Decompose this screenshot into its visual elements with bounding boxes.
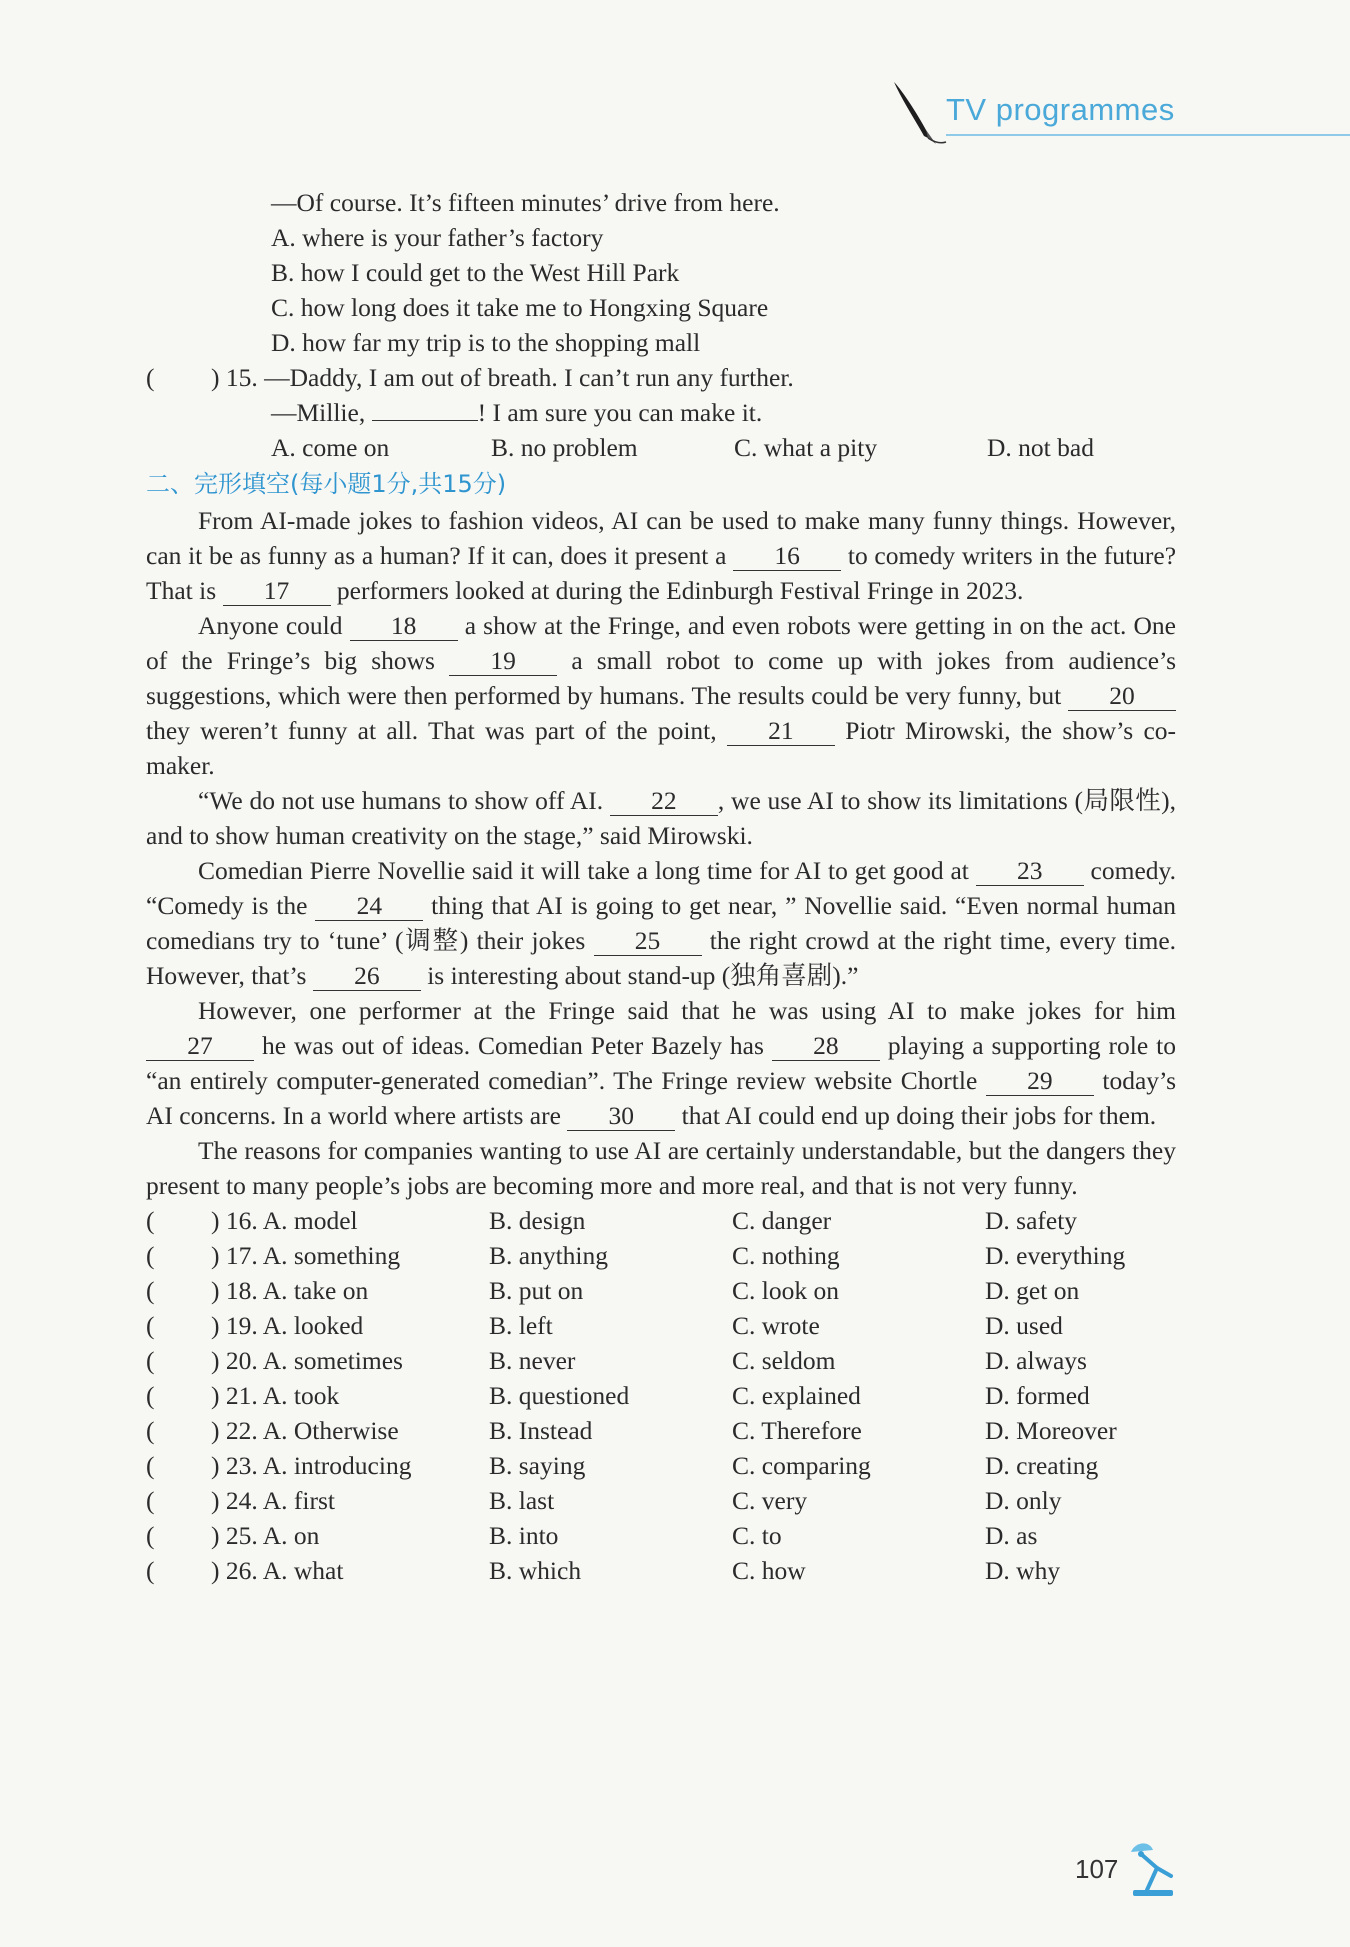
header-rule: [946, 134, 1350, 136]
blank-29[interactable]: 29: [986, 1067, 1094, 1096]
page-content: [146, 185, 1176, 1588]
p5-text-d: today’s AI concerns. In a world where artists are: [146, 1066, 1177, 1130]
p5-text-e: that AI could end up doing their jobs for them.: [681, 1101, 1157, 1130]
blank-24[interactable]: 24: [315, 892, 423, 921]
blank-17[interactable]: 17: [223, 577, 331, 606]
option-d[interactable]: D. only: [985, 1486, 1062, 1515]
page-number: 107: [1075, 1854, 1119, 1884]
option-a[interactable]: ) 16. A. model: [211, 1206, 358, 1235]
p1-text-b: to comedy writers in the future? That is: [146, 541, 1177, 605]
choice-row-22: [146, 1413, 1176, 1448]
option-c[interactable]: C. Therefore: [732, 1416, 862, 1445]
q15-option-d: D. not bad: [987, 433, 1094, 462]
blank-28[interactable]: 28: [772, 1032, 880, 1061]
option-a[interactable]: ) 26. A. what: [211, 1556, 344, 1585]
choice-list: [146, 1203, 1176, 1588]
option-b[interactable]: B. anything: [489, 1241, 608, 1270]
p2-text-b: a show at the Fringe, and even robots were getting in on the act. One of the Fringe’s big shows: [146, 611, 1176, 675]
option-c[interactable]: C. look on: [732, 1276, 839, 1305]
answer-paren[interactable]: (: [146, 363, 155, 392]
paragraph-6: The reasons for companies wanting to use AI are certainly understandable, but the dangers they present to many people’s jobs are becoming more and more real, and that is not very funny.: [146, 1136, 1176, 1200]
q15-line1-text: —Daddy, I am out of breath. I can’t run any further.: [264, 363, 794, 392]
p3-text-a: “We do not use humans to show off AI.: [198, 786, 604, 815]
option-d[interactable]: D. always: [985, 1346, 1087, 1375]
blank-20[interactable]: 20: [1068, 682, 1176, 711]
q15-line2-post: ! I am sure you can make it.: [477, 398, 763, 427]
option-d[interactable]: D. Moreover: [985, 1416, 1117, 1445]
option-c[interactable]: C. nothing: [732, 1241, 840, 1270]
option-d[interactable]: D. formed: [985, 1381, 1090, 1410]
blank-16[interactable]: 16: [733, 542, 841, 571]
paragraph-3: [146, 783, 1176, 853]
blank-19[interactable]: 19: [449, 647, 557, 676]
page-header: [890, 78, 1350, 138]
q15-line2: [146, 395, 1176, 430]
option-d[interactable]: D. get on: [985, 1276, 1080, 1305]
paragraph-2: [146, 608, 1176, 783]
answer-paren[interactable]: (: [146, 1241, 155, 1270]
p2-text-d: they weren’t funny at all. That was part of the point,: [146, 716, 717, 745]
answer-paren[interactable]: (: [146, 1416, 155, 1445]
option-a[interactable]: ) 22. A. Otherwise: [211, 1416, 399, 1445]
option-a[interactable]: ) 25. A. on: [211, 1521, 320, 1550]
p1-text-c: performers looked at during the Edinburgh Festival Fringe in 2023.: [336, 576, 1024, 605]
option-b[interactable]: B. which: [489, 1556, 582, 1585]
option-a[interactable]: ) 21. A. took: [211, 1381, 340, 1410]
q14-option-b: B. how I could get to the West Hill Park: [271, 258, 680, 287]
blank-22[interactable]: 22: [610, 787, 718, 816]
option-c[interactable]: C. explained: [732, 1381, 861, 1410]
option-b[interactable]: B. last: [489, 1486, 555, 1515]
option-c[interactable]: C. danger: [732, 1206, 832, 1235]
q15-option-b: B. no problem: [491, 433, 638, 462]
choice-row-16: [146, 1203, 1176, 1238]
p4-text-d: the right crowd at the right time, every time. However, that’s: [146, 926, 1177, 990]
option-b[interactable]: B. put on: [489, 1276, 584, 1305]
choice-row-18: [146, 1273, 1176, 1308]
q14-option-a: A. where is your father’s factory: [271, 223, 604, 252]
blank-21[interactable]: 21: [727, 717, 835, 746]
option-b[interactable]: B. Instead: [489, 1416, 593, 1445]
choice-row-24: [146, 1483, 1176, 1518]
p4-text-c: thing that AI is going to get near, ” Novellie said. “Even normal human comedians try to ‘tune’ (调整) their jokes: [146, 891, 1177, 955]
choice-row-25: [146, 1518, 1176, 1553]
option-c[interactable]: C. comparing: [732, 1451, 871, 1480]
option-a[interactable]: ) 20. A. sometimes: [211, 1346, 403, 1375]
q14-option-c: C. how long does it take me to Hongxing Square: [271, 293, 769, 322]
q15-line2-pre: —Millie,: [271, 398, 366, 427]
option-b[interactable]: B. never: [489, 1346, 576, 1375]
option-a[interactable]: ) 19. A. looked: [211, 1311, 364, 1340]
answer-paren[interactable]: (: [146, 1556, 155, 1585]
option-d[interactable]: D. safety: [985, 1206, 1078, 1235]
answer-paren[interactable]: (: [146, 1346, 155, 1375]
q14-option-d: D. how far my trip is to the shopping mall: [271, 328, 701, 357]
choice-row-20: [146, 1343, 1176, 1378]
option-c[interactable]: C. very: [732, 1486, 808, 1515]
p5-text-a: However, one performer at the Fringe said that he was using AI to make jokes for him: [198, 996, 1176, 1025]
option-b[interactable]: B. into: [489, 1521, 559, 1550]
option-d[interactable]: D. creating: [985, 1451, 1099, 1480]
answer-paren[interactable]: (: [146, 1206, 155, 1235]
option-c[interactable]: C. seldom: [732, 1346, 836, 1375]
option-b[interactable]: B. design: [489, 1206, 586, 1235]
option-c[interactable]: C. how: [732, 1556, 806, 1585]
passage: [146, 503, 1176, 1203]
pen-icon: [890, 78, 950, 148]
blank-27[interactable]: 27: [146, 1032, 254, 1061]
q15-option-c: C. what a pity: [734, 433, 878, 462]
choice-row-26: [146, 1553, 1176, 1588]
p2-text-e: Piotr Mirowski, the show’s co-maker.: [146, 716, 1177, 780]
choice-row-21: [146, 1378, 1176, 1413]
answer-paren[interactable]: (: [146, 1486, 155, 1515]
option-a[interactable]: ) 23. A. introducing: [211, 1451, 412, 1480]
q14-answer-line: —Of course. It’s fifteen minutes’ drive from here.: [271, 188, 780, 217]
paragraph-4: [146, 853, 1176, 993]
q15-options: [146, 430, 1176, 465]
blank-30[interactable]: 30: [567, 1102, 675, 1131]
p4-text-e: is interesting about stand-up (独角喜剧).”: [427, 961, 859, 990]
header-title: TV programmes: [946, 92, 1175, 127]
blank-23[interactable]: 23: [976, 857, 1084, 886]
option-b[interactable]: B. questioned: [489, 1381, 630, 1410]
answer-paren[interactable]: (: [146, 1381, 155, 1410]
option-a[interactable]: ) 18. A. take on: [211, 1276, 369, 1305]
p5-text-b: he was out of ideas. Comedian Peter Bazely has: [261, 1031, 764, 1060]
answer-paren[interactable]: (: [146, 1276, 155, 1305]
section-title: 二、完形填空(每小题1分,共15分): [146, 470, 507, 498]
answer-paren[interactable]: (: [146, 1521, 155, 1550]
choice-row-17: [146, 1238, 1176, 1273]
p4-text-b: comedy. “Comedy is the: [146, 856, 1176, 920]
option-d[interactable]: D. everything: [985, 1241, 1126, 1270]
option-d[interactable]: D. used: [985, 1311, 1063, 1340]
answer-paren[interactable]: (: [146, 1311, 155, 1340]
option-a[interactable]: ) 24. A. first: [211, 1486, 335, 1515]
p1-text-a: From AI-made jokes to fashion videos, AI can be used to make many funny things. However, can it be as funny as a human? If it can, does it present a: [146, 506, 1176, 570]
q15-option-a: A. come on: [271, 433, 390, 462]
option-d[interactable]: D. as: [985, 1521, 1038, 1550]
option-c[interactable]: C. wrote: [732, 1311, 820, 1340]
choice-row-19: [146, 1308, 1176, 1343]
answer-paren[interactable]: (: [146, 1451, 155, 1480]
paragraph-5: [146, 993, 1176, 1133]
p3-text-b: , we use AI to show its limitations (局限性), and to show human creativity on the stage,” said Mirowski.: [146, 786, 1177, 850]
p4-text-a: Comedian Pierre Novellie said it will take a long time for AI to get good at: [198, 856, 969, 885]
q15-blank[interactable]: [372, 420, 478, 421]
option-a[interactable]: ) 17. A. something: [211, 1241, 401, 1270]
option-d[interactable]: D. why: [985, 1556, 1061, 1585]
option-b[interactable]: B. saying: [489, 1451, 586, 1480]
p5-text-c: playing a supporting role to “an entirely computer-generated comedian”. The Fringe review website Chortle: [146, 1031, 1176, 1095]
paragraph-1: [146, 503, 1176, 608]
option-b[interactable]: B. left: [489, 1311, 553, 1340]
p2-text-c: a small robot to come up with jokes from audience’s suggestions, which were then performed by humans. The results could be very funny, but: [146, 646, 1177, 710]
blank-25[interactable]: 25: [594, 927, 702, 956]
p2-text-a: Anyone could: [198, 611, 343, 640]
desk-lamp-icon: [1127, 1840, 1187, 1900]
page-footer: [1075, 1840, 1195, 1900]
choice-row-23: [146, 1448, 1176, 1483]
blank-18[interactable]: 18: [350, 612, 458, 641]
blank-26[interactable]: 26: [313, 962, 421, 991]
q15-number: ) 15.: [211, 363, 258, 392]
option-c[interactable]: C. to: [732, 1521, 782, 1550]
q15-line1: [146, 360, 1176, 395]
